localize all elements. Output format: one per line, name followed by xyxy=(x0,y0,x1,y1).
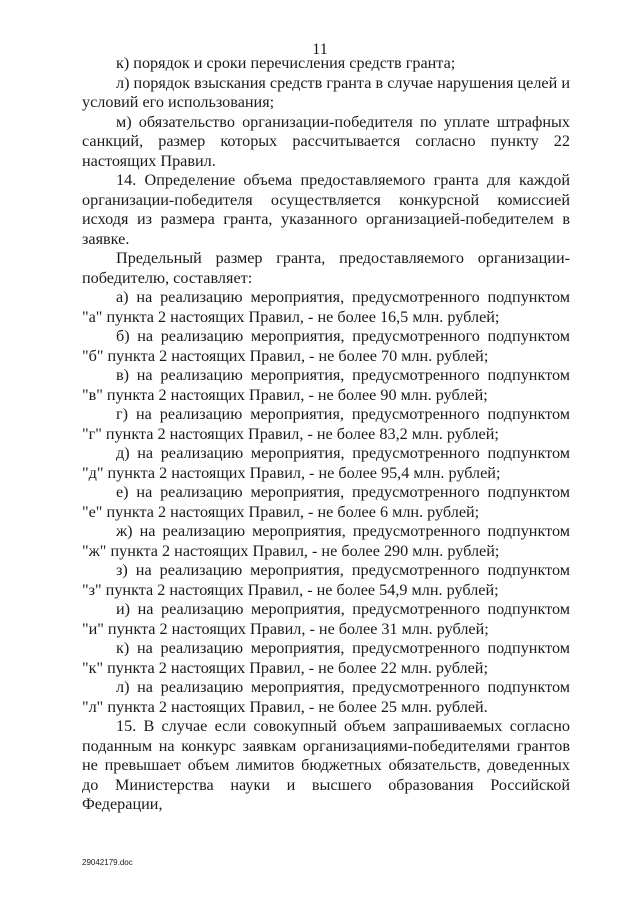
document-body xyxy=(82,54,570,815)
list-item-k: к) на реализацию мероприятия, предусмотренного подпунктом "к" пункта 2 настоящих Правил, - не более 22 млн. рублей; xyxy=(82,639,570,677)
list-item-i: и) на реализацию мероприятия, предусмотренного подпунктом "и" пункта 2 настоящих Правил, - не более 31 млн. рублей; xyxy=(82,600,570,638)
page-number: 11 xyxy=(312,41,328,58)
list-item-g: г) на реализацию мероприятия, предусмотренного подпунктом "г" пункта 2 настоящих Правил, - не более 83,2 млн. рублей; xyxy=(82,405,570,443)
list-item-b: б) на реализацию мероприятия, предусмотренного подпунктом "б" пункта 2 настоящих Правил, - не более 70 млн. рублей; xyxy=(82,327,570,365)
paragraph-14: 14. Определение объема предоставляемого гранта для каждой организации-победителя осуществляется конкурсной комиссией исходя из размера гранта, указанного организацией-победителем в заявке. xyxy=(82,171,570,248)
paragraph-k: к) порядок и сроки перечисления средств гранта; xyxy=(116,54,456,72)
list-item-e: е) на реализацию мероприятия, предусмотренного подпунктом "е" пункта 2 настоящих Правил, - не более 6 млн. рублей; xyxy=(82,483,570,521)
list-item-d: д) на реализацию мероприятия, предусмотренного подпунктом "д" пункта 2 настоящих Правил, - не более 95,4 млн. рублей; xyxy=(82,444,570,482)
list-item-l: л) на реализацию мероприятия, предусмотренного подпунктом "л" пункта 2 настоящих Правил, - не более 25 млн. рублей. xyxy=(82,678,570,716)
paragraph-15: 15. В случае если совокупный объем запрашиваемых согласно поданным на конкурс заявкам организациями-победителями грантов не превышает объем лимитов бюджетных обязательств, доведенных до Министерства науки и высшего образования Российской Федерации, xyxy=(82,717,570,813)
footer-filename: 29042179.doc xyxy=(82,858,133,867)
list-item-zh: ж) на реализацию мероприятия, предусмотренного подпунктом "ж" пункта 2 настоящих Правил, - не более 290 млн. рублей; xyxy=(82,522,570,560)
paragraph-l: л) порядок взыскания средств гранта в случае нарушения целей и условий его использования; xyxy=(82,73,570,111)
list-item-v: в) на реализацию мероприятия, предусмотренного подпунктом "в" пункта 2 настоящих Правил, - не более 90 млн. рублей; xyxy=(82,366,570,404)
list-item-a: а) на реализацию мероприятия, предусмотренного подпунктом "а" пункта 2 настоящих Правил, - не более 16,5 млн. рублей; xyxy=(82,288,570,326)
paragraph-grant-limit-intro: Предельный размер гранта, предоставляемого организации-победителю, составляет: xyxy=(82,249,570,287)
list-item-z: з) на реализацию мероприятия, предусмотренного подпунктом "з" пункта 2 настоящих Правил, - не более 54,9 млн. рублей; xyxy=(82,561,570,599)
paragraph-m: м) обязательство организации-победителя по уплате штрафных санкций, размер которых рассчитывается согласно пункту 22 настоящих Правил. xyxy=(82,112,570,170)
